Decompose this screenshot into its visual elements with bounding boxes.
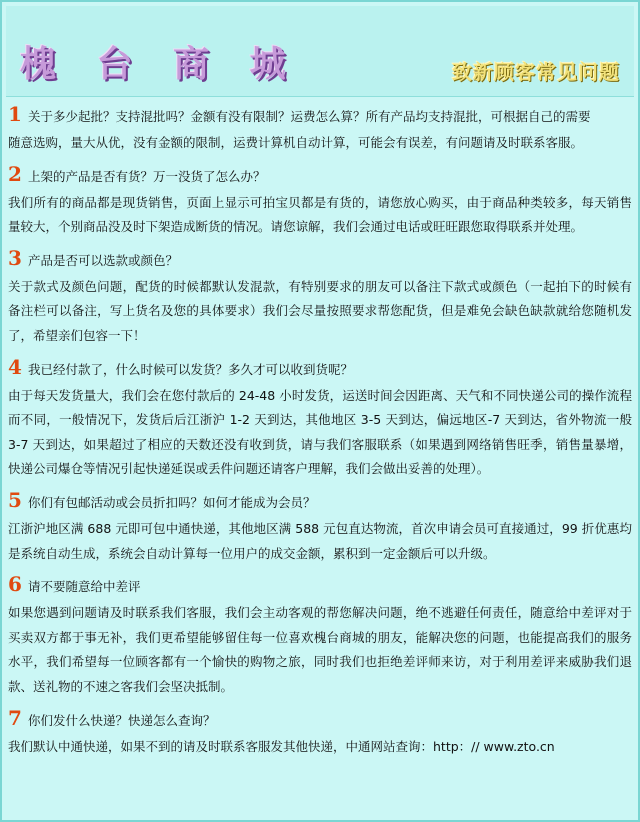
faq-item-4 xyxy=(8,355,632,482)
faq-number: 1 xyxy=(8,102,22,126)
faq-list xyxy=(8,102,632,765)
faq-answer: 我们默认中通快递，如果不到的请及时联系客服发其他快递，中通网站查询：http：// www.zto.cn xyxy=(8,738,555,754)
store-logo-text: 槐 台 商 城 xyxy=(20,43,300,85)
faq-question-text: 关于多少起批？支持混批吗？金额有没有限制？运费怎么算？所有产品均支持混批，可根据自己的需要 xyxy=(28,109,591,124)
faq-item-5 xyxy=(8,488,632,566)
faq-number: 3 xyxy=(8,245,22,270)
faq-number: 5 xyxy=(8,487,22,512)
faq-question-text: 你们有包邮活动或会员折扣吗？如何才能成为会员？ xyxy=(28,494,316,510)
faq-question-text: 你们发什么快递？快递怎么查询？ xyxy=(28,712,216,728)
faq-number: 4 xyxy=(8,354,22,379)
faq-answer: 江浙沪地区满 688 元即可包中通快递，其他地区满 588 元包直达物流，首次申请会员可直接通过，99 折优惠均是系统自动生成，系统会自动计算每一位用户的成交金额，累积到一定金额后可以升级。 xyxy=(8,520,632,561)
faq-number: 7 xyxy=(8,705,22,730)
faq-item-6 xyxy=(8,572,632,699)
page-subtitle: 致新顾客常见问题 xyxy=(452,60,620,84)
page-header xyxy=(6,6,634,97)
faq-item-7 xyxy=(8,706,632,760)
faq-question-text: 我已经付款了，什么时候可以发货？多久才可以收到货呢？ xyxy=(28,361,354,377)
faq-question xyxy=(8,102,632,129)
faq-answer: 如果您遇到问题请及时联系我们客服，我们会主动客观的帮您解决问题，绝不逃避任何责任，随意给中差评对于买卖双方都于事无补，我们更希望能够留住每一位喜欢槐台商城的朋友，能解决您的问题，也能提高我们的服务水平，我们希望每一位顾客都有一个愉快的购物之旅，同时我们也拒绝差评师来访，对于利用差评来威胁我们退款、送礼物的不速之客我们会坚决抵制。 xyxy=(8,605,632,694)
faq-question xyxy=(8,572,632,599)
faq-answer: 我们所有的商品都是现货销售，页面上显示可拍宝贝都是有货的，请您放心购买，由于商品种类较多，每天销售量较大，个别商品没及时下架造成断货的情况。请您谅解，我们会通过电话或旺旺跟您取得联系并处理。 xyxy=(8,194,632,235)
faq-question xyxy=(8,162,632,189)
faq-question xyxy=(8,246,632,273)
faq-question xyxy=(8,355,632,382)
faq-question-text: 产品是否可以选款或颜色？ xyxy=(28,252,179,268)
faq-answer: 由于每天发货量大，我们会在您付款后的 24-48 小时发货，运送时间会因距离、天气和不同快递公司的操作流程而不同，一般情况下，发货后后江浙沪 1-2 天到达，其他地区 3-5 天到达，偏远地区-7 天到达，省外物流一般 3-7 天到达，如果超过了相应的天数还没有收到货，请与我们客服联系（如果遇到网络销售旺季，销售量暴增，快递公司爆仓等情况引起快递延误或丢件问题还请客户理解，我们会做出妥善的处理）。 xyxy=(8,387,632,477)
faq-question-text: 上架的产品是否有货？万一没货了怎么办？ xyxy=(28,168,266,184)
faq-question-text: 请不要随意给中差评 xyxy=(28,579,141,595)
faq-number: 2 xyxy=(8,161,22,186)
faq-question xyxy=(8,706,632,733)
faq-item-3 xyxy=(8,246,632,349)
faq-item-2 xyxy=(8,162,632,240)
faq-answer: 随意选购，量大从优，没有金额的限制，运费计算机自动计算，可能会有误差，有问题请及时联系客服。 xyxy=(8,135,584,150)
faq-item-1 xyxy=(8,102,632,156)
faq-answer: 关于款式及颜色问题，配货的时候都默认发混款，有特别要求的朋友可以备注下款式或颜色（一起拍下的时候有备注栏可以备注，写上货名及您的具体要求）我们会尽量按照要求帮您配货，但是难免会缺色缺款就给您随机发了，希望亲们包容一下！ xyxy=(8,278,632,343)
faq-question xyxy=(8,488,632,515)
faq-number: 6 xyxy=(8,572,22,597)
